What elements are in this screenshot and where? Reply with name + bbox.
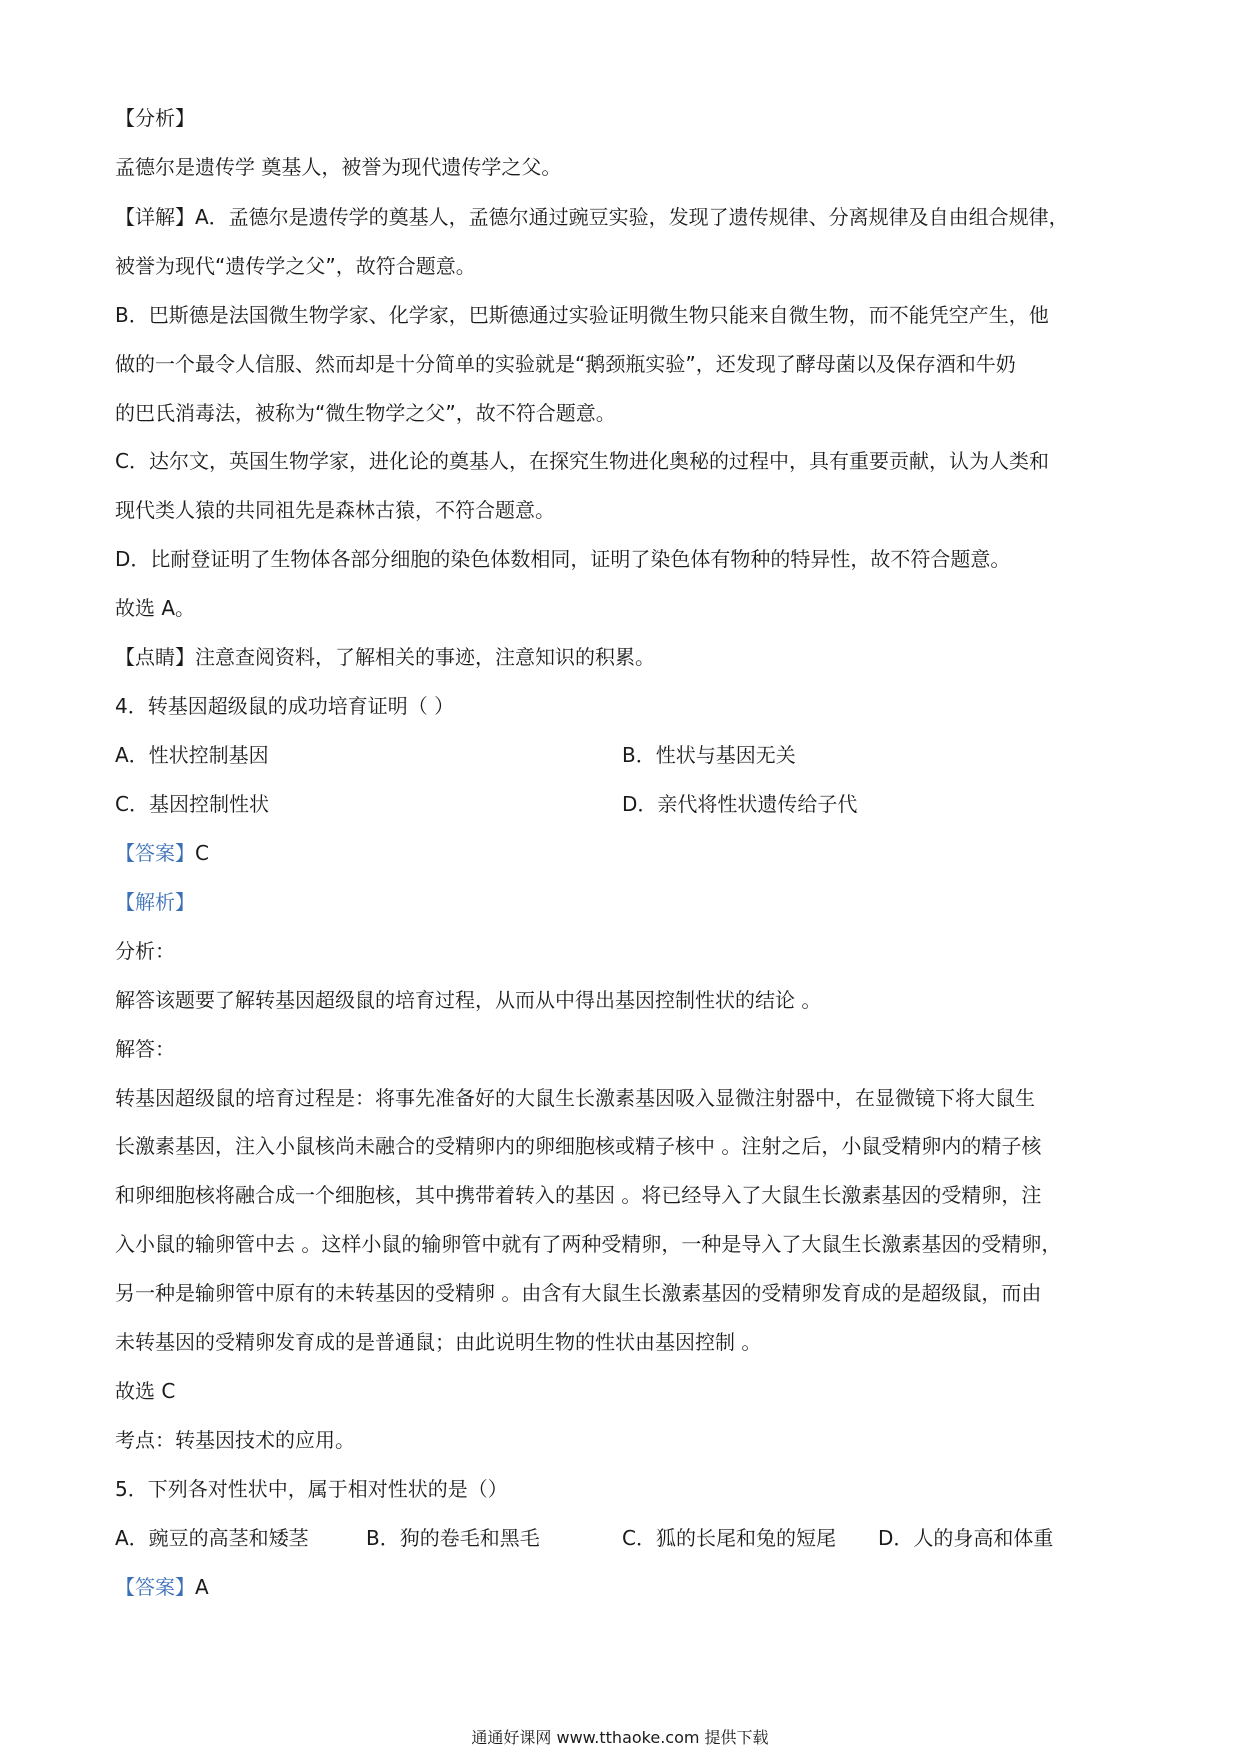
question-4: 4．转基因超级鼠的成功培育证明（ ）: [115, 694, 455, 718]
detail-b-cont1: 做的一个最令人信服、然而却是十分简单的实验就是“鹅颈瓶实验”，还发现了酵母菌以及保存酒和牛奶: [115, 352, 1016, 376]
solution-line-6: 未转基因的受精卵发育成的是普通鼠；由此说明生物的性状由基因控制 。: [115, 1330, 762, 1354]
q5-answer-label: 【答案】: [115, 1575, 195, 1599]
solution-label: 解答：: [115, 1037, 175, 1061]
solution-line-2: 长激素基因，注入小鼠核尚未融合的受精卵内的卵细胞核或精子核中 。注射之后，小鼠受精卵内的精子核: [115, 1134, 1042, 1158]
q4-answer-value: C: [195, 841, 209, 865]
q4-option-c: C．基因控制性状: [115, 792, 269, 816]
q5-answer: [115, 1574, 209, 1600]
detail-c-cont: 现代类人猿的共同祖先是森林古猿，不符合题意。: [115, 498, 555, 522]
analysis-text: 孟德尔是遗传学 奠基人，被誉为现代遗传学之父。: [115, 155, 562, 179]
q4-answer: [115, 840, 209, 866]
answer-choice-4: 故选 C: [115, 1379, 176, 1403]
q4-option-d: D．亲代将性状遗传给子代: [622, 792, 858, 816]
analysis-body: 解答该题要了解转基因超级鼠的培育过程，从而从中得出基因控制性状的结论 。: [115, 988, 822, 1012]
knowledge-point: 考点：转基因技术的应用。: [115, 1428, 355, 1452]
page-footer: 通通好课网 www.tthaoke.com 提供下载: [471, 1728, 769, 1747]
q5-answer-value: A: [195, 1575, 209, 1599]
tip-text: 【点睛】注意查阅资料，了解相关的事迹，注意知识的积累。: [115, 645, 655, 669]
solution-line-3: 和卵细胞核将融合成一个细胞核，其中携带着转入的基因 。将已经导入了大鼠生长激素基因的受精卵，注: [115, 1183, 1042, 1207]
solution-line-5: 另一种是输卵管中原有的未转基因的受精卵 。由含有大鼠生长激素基因的受精卵发育成的是超级鼠，而由: [115, 1281, 1042, 1305]
detail-a: 【详解】A．孟德尔是遗传学的奠基人，孟德尔通过豌豆实验，发现了遗传规律、分离规律及自由组合规律，: [115, 205, 1069, 229]
q4-answer-label: 【答案】: [115, 841, 195, 865]
detail-b: B．巴斯德是法国微生物学家、化学家，巴斯德通过实验证明微生物只能来自微生物，而不能凭空产生，他: [115, 303, 1049, 327]
q5-option-c: C．狐的长尾和兔的短尾: [622, 1526, 836, 1550]
solution-line-4: 入小鼠的输卵管中去 。这样小鼠的输卵管中就有了两种受精卵，一种是导入了大鼠生长激素基因的受精卵，: [115, 1232, 1062, 1256]
detail-d: D．比耐登证明了生物体各部分细胞的染色体数相同，证明了染色体有物种的特异性，故不符合题意。: [115, 547, 1011, 571]
question-5: 5．下列各对性状中，属于相对性状的是（）: [115, 1477, 508, 1501]
q4-analysis-heading: 【解析】: [115, 890, 195, 914]
solution-line-1: 转基因超级鼠的培育过程是：将事先准备好的大鼠生长激素基因吸入显微注射器中，在显微镜下将大鼠生: [115, 1086, 1035, 1110]
detail-a-cont: 被誉为现代“遗传学之父”，故符合题意。: [115, 254, 476, 278]
detail-b-cont2: 的巴氏消毒法，被称为“微生物学之父”，故不符合题意。: [115, 401, 616, 425]
q5-option-d: D．人的身高和体重: [878, 1526, 1054, 1550]
q5-option-a: A．豌豆的高茎和矮茎: [115, 1526, 309, 1550]
detail-c: C．达尔文，英国生物学家，进化论的奠基人，在探究生物进化奥秘的过程中，具有重要贡献，认为人类和: [115, 449, 1049, 473]
analysis-label: 分析：: [115, 939, 175, 963]
q4-option-b: B．性状与基因无关: [622, 743, 796, 767]
section-analysis-heading: 【分析】: [115, 106, 195, 130]
q5-option-b: B．狗的卷毛和黑毛: [366, 1526, 540, 1550]
q4-option-a: A．性状控制基因: [115, 743, 269, 767]
answer-choice-3: 故选 A。: [115, 596, 196, 620]
